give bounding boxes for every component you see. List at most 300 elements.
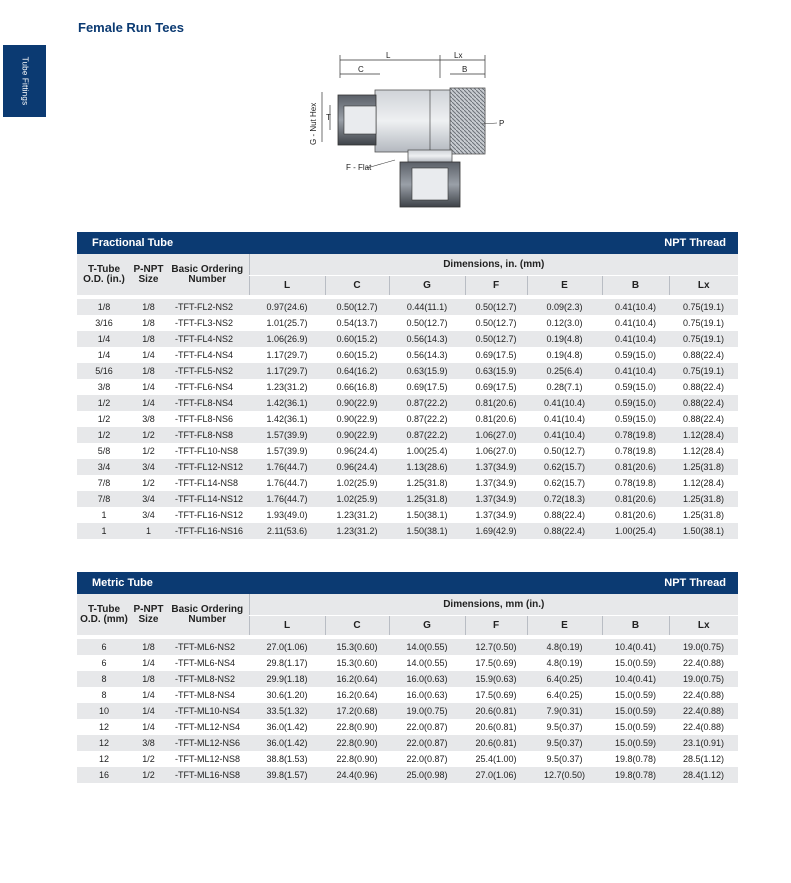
- table-cell: 12: [98, 722, 109, 732]
- table-cell: 1/2: [97, 430, 111, 440]
- table-cell: 0.90(22.9): [336, 398, 378, 408]
- table-cell: 0.25(6.4): [546, 366, 583, 376]
- table-cell: 0.75(19.1): [682, 318, 725, 328]
- table-cell: 16.0(0.63): [406, 690, 448, 700]
- table-cell: 22.8(0.90): [336, 738, 378, 748]
- table-cell: 0.41(10.4): [614, 334, 657, 344]
- table-cell: 0.41(10.4): [614, 302, 657, 312]
- table-cell: 0.81(20.6): [475, 398, 517, 408]
- table-cell: 1.50(38.1): [406, 526, 448, 536]
- table-cell: 1.12(28.4): [682, 430, 725, 440]
- table-cell: 28.5(1.12): [682, 754, 725, 764]
- table-cell: 20.6(0.81): [475, 738, 517, 748]
- page-title: Female Run Tees: [78, 20, 184, 35]
- table-cell: -TFT-FL4-NS2: [175, 334, 234, 344]
- table-cell: 15.0(0.59): [614, 738, 657, 748]
- table-cell: 1/4: [142, 706, 155, 716]
- table-cell: -TFT-FL16-NS16: [175, 526, 244, 536]
- table-cell: 0.88(22.4): [543, 526, 586, 536]
- table-cell: 1/2: [142, 478, 155, 488]
- col-header-B: B: [602, 276, 669, 296]
- table-row: [77, 639, 738, 655]
- table-cell: 10.4(0.41): [614, 674, 657, 684]
- table-cell: -TFT-ML10-NS4: [175, 706, 241, 716]
- table-cell: 15.3(0.60): [336, 642, 378, 652]
- table-row: [77, 299, 738, 315]
- table-cell: -TFT-FL14-NS12: [175, 494, 244, 504]
- table-cell: 1/2: [142, 770, 155, 780]
- table-cell: 1/2: [142, 754, 155, 764]
- col-header-basic: Basic Ordering Number: [171, 603, 244, 625]
- table-row: [77, 411, 738, 427]
- table-cell: 15.0(0.59): [614, 722, 657, 732]
- table-cell: 6.4(0.25): [546, 674, 583, 684]
- table-cell: 1.76(44.7): [266, 478, 308, 488]
- table-cell: 1.37(34.9): [475, 462, 517, 472]
- table-cell: 0.69(17.5): [475, 382, 517, 392]
- table-cell: 1.25(31.8): [682, 462, 725, 472]
- table-cell: 8: [101, 674, 107, 684]
- table-cell: 5/16: [95, 366, 113, 376]
- table-cell: 1.25(31.8): [682, 510, 725, 520]
- table-cell: 22.8(0.90): [336, 722, 378, 732]
- table-cell: 4.8(0.19): [546, 642, 583, 652]
- table-cell: 12: [98, 738, 109, 748]
- table-cell: 22.0(0.87): [406, 738, 448, 748]
- table-row: [77, 459, 738, 475]
- table-cell: 1.50(38.1): [406, 510, 448, 520]
- table-cell: 22.4(0.88): [682, 658, 725, 668]
- table-cell: 0.90(22.9): [336, 430, 378, 440]
- table-cell: 0.50(12.7): [336, 302, 378, 312]
- dim-label-B: B: [462, 65, 468, 74]
- fractional-band-title: Fractional Tube: [92, 237, 174, 249]
- fractional-band-thread: NPT Thread: [664, 237, 726, 249]
- table-cell: 1.02(25.9): [336, 478, 378, 488]
- table-cell: 19.8(0.78): [614, 754, 657, 764]
- table-cell: 1.93(49.0): [266, 510, 308, 520]
- table-cell: 10.4(0.41): [614, 642, 657, 652]
- side-tab-label: Tube Fittings: [20, 56, 29, 106]
- table-cell: -TFT-FL8-NS6: [175, 414, 234, 424]
- col-header-F: F: [465, 276, 527, 296]
- table-cell: 29.9(1.18): [266, 674, 308, 684]
- table-cell: 1/4: [97, 334, 111, 344]
- col-header-G: G: [389, 616, 465, 636]
- table-cell: -TFT-FL8-NS4: [175, 398, 234, 408]
- table-row: [77, 347, 738, 363]
- table-row: [77, 703, 738, 719]
- table-cell: 1.42(36.1): [266, 398, 308, 408]
- table-cell: 1/8: [142, 366, 155, 376]
- table-cell: 1/8: [97, 302, 111, 312]
- table-cell: 3/8: [97, 382, 111, 392]
- table-cell: 1.37(34.9): [475, 494, 517, 504]
- table-cell: 7.9(0.31): [546, 706, 583, 716]
- table-cell: 0.19(4.8): [546, 334, 583, 344]
- table-cell: -TFT-FL14-NS8: [175, 478, 239, 488]
- table-cell: 0.66(16.8): [336, 382, 378, 392]
- table-cell: 1.23(31.2): [266, 382, 308, 392]
- table-cell: 3/4: [142, 462, 155, 472]
- table-cell: 12.7(0.50): [543, 770, 586, 780]
- col-header-dimensions: Dimensions, in. (mm): [249, 254, 738, 276]
- table-cell: 19.8(0.78): [614, 770, 657, 780]
- table-cell: 6.4(0.25): [546, 690, 583, 700]
- table-cell: 1/2: [142, 446, 155, 456]
- table-cell: 1.50(38.1): [682, 526, 725, 536]
- table-cell: 0.59(15.0): [614, 350, 657, 360]
- table-cell: 0.88(22.4): [543, 510, 586, 520]
- table-cell: 0.63(15.9): [475, 366, 517, 376]
- table-cell: 0.44(11.1): [406, 302, 448, 312]
- table-cell: 2.11(53.6): [266, 526, 308, 536]
- table-cell: 19.0(0.75): [682, 674, 725, 684]
- table-cell: 15.0(0.59): [614, 658, 657, 668]
- table-cell: 0.50(12.7): [475, 318, 517, 328]
- table-row: [77, 507, 738, 523]
- table-cell: 1.00(25.4): [614, 526, 657, 536]
- col-header-ttube: T-Tube O.D. (mm): [80, 603, 128, 625]
- metric-band: [77, 572, 738, 594]
- col-header-E: E: [527, 616, 602, 636]
- table-cell: 0.75(19.1): [682, 366, 725, 376]
- dim-label-T: T: [326, 113, 331, 122]
- table-cell: 0.56(14.3): [406, 334, 448, 344]
- table-cell: 17.5(0.69): [475, 658, 517, 668]
- table-cell: 0.41(10.4): [614, 366, 657, 376]
- table-cell: 1.69(42.9): [475, 526, 517, 536]
- table-cell: 0.50(12.7): [475, 302, 517, 312]
- table-cell: -TFT-FL2-NS2: [175, 302, 234, 312]
- table-cell: 24.4(0.96): [336, 770, 378, 780]
- table-cell: 1.37(34.9): [475, 510, 517, 520]
- col-header-Lx: Lx: [669, 616, 738, 636]
- table-cell: 33.5(1.32): [266, 706, 308, 716]
- metric-grid: [77, 594, 738, 783]
- table-row: [77, 427, 738, 443]
- table-cell: 0.60(15.2): [336, 334, 378, 344]
- table-cell: 0.87(22.2): [406, 414, 448, 424]
- table-cell: 0.41(10.4): [543, 414, 586, 424]
- table-cell: -TFT-ML6-NS4: [175, 658, 236, 668]
- table-cell: 1.06(26.9): [266, 334, 308, 344]
- table-cell: 0.87(22.2): [406, 398, 448, 408]
- table-cell: 19.0(0.75): [406, 706, 448, 716]
- table-cell: 0.63(15.9): [406, 366, 448, 376]
- table-cell: -TFT-ML8-NS4: [175, 690, 236, 700]
- table-cell: 27.0(1.06): [266, 642, 308, 652]
- table-cell: 15.3(0.60): [336, 658, 378, 668]
- table-cell: 14.0(0.55): [406, 658, 448, 668]
- table-cell: 1/2: [97, 414, 111, 424]
- dim-label-C: C: [358, 65, 364, 74]
- table-cell: 0.90(22.9): [336, 414, 378, 424]
- table-cell: 22.0(0.87): [406, 754, 448, 764]
- table-cell: 1.02(25.9): [336, 494, 378, 504]
- table-cell: 0.78(19.8): [614, 446, 657, 456]
- table-cell: 1.12(28.4): [682, 478, 725, 488]
- table-row: [77, 363, 738, 379]
- table-cell: 3/4: [142, 510, 155, 520]
- table-cell: 1.17(29.7): [266, 366, 308, 376]
- col-header-pnpt: P-NPT Size: [133, 603, 164, 625]
- table-cell: 8: [101, 690, 107, 700]
- table-cell: 28.4(1.12): [682, 770, 725, 780]
- col-header-C: C: [325, 276, 389, 296]
- table-cell: 0.72(18.3): [543, 494, 586, 504]
- side-tab: [3, 45, 46, 117]
- table-cell: 1/8: [142, 674, 155, 684]
- table-cell: 1.57(39.9): [266, 430, 308, 440]
- table-cell: 1.76(44.7): [266, 462, 308, 472]
- table-cell: -TFT-FL16-NS12: [175, 510, 244, 520]
- table-cell: 0.64(16.2): [336, 366, 378, 376]
- table-cell: 6: [101, 658, 107, 668]
- table-cell: 1/4: [142, 658, 155, 668]
- table-cell: 12: [98, 754, 109, 764]
- table-cell: 0.81(20.6): [614, 462, 657, 472]
- table-cell: -TFT-ML12-NS4: [175, 722, 241, 732]
- dim-label-F: F - Flat: [346, 163, 372, 172]
- col-header-L: L: [249, 276, 325, 296]
- table-row: [77, 655, 738, 671]
- table-cell: 7/8: [97, 478, 111, 488]
- table-cell: 16.2(0.64): [336, 674, 378, 684]
- table-cell: 1/8: [142, 318, 155, 328]
- table-cell: 1: [101, 526, 107, 536]
- table-cell: 1/4: [142, 722, 155, 732]
- table-cell: 36.0(1.42): [266, 722, 308, 732]
- table-cell: 1/8: [142, 302, 155, 312]
- table-cell: 19.0(0.75): [682, 642, 725, 652]
- table-cell: 1.25(31.8): [682, 494, 725, 504]
- table-cell: 1/8: [142, 334, 155, 344]
- table-cell: -TFT-ML16-NS8: [175, 770, 241, 780]
- table-cell: 38.8(1.53): [266, 754, 308, 764]
- table-cell: 0.12(3.0): [546, 318, 583, 328]
- table-cell: 0.96(24.4): [336, 446, 378, 456]
- table-cell: 1.06(27.0): [475, 446, 517, 456]
- table-cell: 0.50(12.7): [475, 334, 517, 344]
- table-cell: 0.62(15.7): [543, 478, 586, 488]
- table-cell: 22.4(0.88): [682, 690, 725, 700]
- table-cell: -TFT-ML12-NS8: [175, 754, 241, 764]
- dim-label-G: G - Nut Hex: [309, 102, 318, 145]
- col-header-L: L: [249, 616, 325, 636]
- table-cell: 12.7(0.50): [475, 642, 517, 652]
- table-cell: 1.57(39.9): [266, 446, 308, 456]
- fractional-grid: [77, 254, 738, 539]
- table-cell: 1.17(29.7): [266, 350, 308, 360]
- table-cell: -TFT-ML6-NS2: [175, 642, 236, 652]
- table-cell: 15.9(0.63): [475, 674, 517, 684]
- table-cell: 0.78(19.8): [614, 430, 657, 440]
- table-row: [77, 767, 738, 783]
- table-cell: 1/4: [142, 382, 155, 392]
- table-row: [77, 331, 738, 347]
- table-cell: 0.88(22.4): [682, 398, 725, 408]
- table-cell: 1: [145, 526, 151, 536]
- fitting-diagram: [300, 50, 530, 215]
- table-cell: 1/4: [142, 690, 155, 700]
- table-cell: 0.96(24.4): [336, 462, 378, 472]
- table-cell: 16.2(0.64): [336, 690, 378, 700]
- table-cell: 3/16: [95, 318, 113, 328]
- table-cell: 0.59(15.0): [614, 382, 657, 392]
- table-cell: -TFT-FL3-NS2: [175, 318, 234, 328]
- table-cell: 1/4: [142, 350, 155, 360]
- table-cell: 0.59(15.0): [614, 398, 657, 408]
- table-cell: 0.88(22.4): [682, 382, 725, 392]
- table-cell: 22.4(0.88): [682, 722, 725, 732]
- table-cell: 23.1(0.91): [682, 738, 725, 748]
- table-cell: 14.0(0.55): [406, 642, 448, 652]
- table-cell: -TFT-ML12-NS6: [175, 738, 241, 748]
- table-row: [77, 491, 738, 507]
- metric-table: [77, 572, 738, 783]
- table-cell: 1/4: [142, 398, 155, 408]
- table-cell: 0.81(20.6): [614, 494, 657, 504]
- table-cell: 0.41(10.4): [543, 430, 586, 440]
- table-cell: 0.19(4.8): [546, 350, 583, 360]
- dim-label-Lx: Lx: [454, 51, 463, 60]
- col-header-G: G: [389, 276, 465, 296]
- table-cell: 17.2(0.68): [336, 706, 378, 716]
- table-cell: 22.8(0.90): [336, 754, 378, 764]
- table-cell: 1.37(34.9): [475, 478, 517, 488]
- table-cell: 0.62(15.7): [543, 462, 586, 472]
- table-cell: 9.5(0.37): [546, 738, 583, 748]
- table-cell: 1.23(31.2): [336, 510, 378, 520]
- table-cell: 22.0(0.87): [406, 722, 448, 732]
- table-cell: 16.0(0.63): [406, 674, 448, 684]
- table-cell: 1.12(28.4): [682, 446, 725, 456]
- table-row: [77, 751, 738, 767]
- table-cell: 0.97(24.6): [266, 302, 308, 312]
- table-cell: 20.6(0.81): [475, 722, 517, 732]
- metric-band-title: Metric Tube: [92, 577, 153, 589]
- table-cell: 1.76(44.7): [266, 494, 308, 504]
- table-cell: 10: [98, 706, 109, 716]
- table-cell: -TFT-FL12-NS12: [175, 462, 244, 472]
- table-cell: 15.0(0.59): [614, 690, 657, 700]
- table-cell: 25.0(0.98): [406, 770, 448, 780]
- table-cell: 0.50(12.7): [406, 318, 448, 328]
- fractional-table: [77, 232, 738, 539]
- table-cell: 1.01(25.7): [266, 318, 308, 328]
- table-cell: -TFT-FL6-NS4: [175, 382, 234, 392]
- table-cell: 0.56(14.3): [406, 350, 448, 360]
- table-cell: 0.60(15.2): [336, 350, 378, 360]
- table-cell: 9.5(0.37): [546, 722, 583, 732]
- col-header-E: E: [527, 276, 602, 296]
- fractional-band: [77, 232, 738, 254]
- table-cell: 16: [98, 770, 109, 780]
- table-cell: 15.0(0.59): [614, 706, 657, 716]
- table-cell: 0.69(17.5): [475, 350, 517, 360]
- table-cell: 3/8: [142, 414, 155, 424]
- table-cell: 20.6(0.81): [475, 706, 517, 716]
- col-header-C: C: [325, 616, 389, 636]
- table-cell: 1/2: [142, 430, 155, 440]
- table-cell: -TFT-FL5-NS2: [175, 366, 234, 376]
- table-row: [77, 379, 738, 395]
- table-cell: 25.4(1.00): [475, 754, 517, 764]
- col-header-pnpt: P-NPT Size: [133, 263, 164, 285]
- table-cell: 22.4(0.88): [682, 706, 725, 716]
- fractional-rows: [77, 295, 738, 539]
- col-header-dimensions: Dimensions, mm (in.): [249, 594, 738, 616]
- table-cell: 0.28(7.1): [546, 382, 583, 392]
- table-cell: 1.25(31.8): [406, 478, 448, 488]
- col-header-ttube: T-Tube O.D. (in.): [83, 263, 125, 285]
- table-cell: 30.6(1.20): [266, 690, 308, 700]
- table-cell: 0.59(15.0): [614, 414, 657, 424]
- table-cell: 0.78(19.8): [614, 478, 657, 488]
- table-cell: 1.42(36.1): [266, 414, 308, 424]
- table-cell: 1.23(31.2): [336, 526, 378, 536]
- table-cell: 0.09(2.3): [546, 302, 583, 312]
- table-cell: 0.50(12.7): [543, 446, 586, 456]
- table-cell: 1.25(31.8): [406, 494, 448, 504]
- table-cell: 1.06(27.0): [475, 430, 517, 440]
- table-cell: 6: [101, 642, 107, 652]
- table-cell: 1.00(25.4): [406, 446, 448, 456]
- table-cell: 1/2: [97, 398, 111, 408]
- table-cell: 5/8: [97, 446, 111, 456]
- table-cell: 1: [101, 510, 107, 520]
- table-cell: 4.8(0.19): [546, 658, 583, 668]
- table-row: [77, 671, 738, 687]
- table-cell: 0.81(20.6): [614, 510, 657, 520]
- col-header-B: B: [602, 616, 669, 636]
- table-row: [77, 395, 738, 411]
- table-cell: 0.75(19.1): [682, 334, 725, 344]
- table-cell: 0.87(22.2): [406, 430, 448, 440]
- table-cell: -TFT-FL8-NS8: [175, 430, 234, 440]
- table-cell: 36.0(1.42): [266, 738, 308, 748]
- table-cell: -TFT-FL4-NS4: [175, 350, 234, 360]
- table-cell: 1/4: [97, 350, 111, 360]
- table-cell: 17.5(0.69): [475, 690, 517, 700]
- table-cell: 39.8(1.57): [266, 770, 308, 780]
- table-cell: 29.8(1.17): [266, 658, 308, 668]
- table-row: [77, 475, 738, 491]
- table-row: [77, 443, 738, 459]
- table-row: [77, 735, 738, 751]
- table-cell: 27.0(1.06): [475, 770, 517, 780]
- table-cell: 0.81(20.6): [475, 414, 517, 424]
- metric-band-thread: NPT Thread: [664, 577, 726, 589]
- table-cell: 9.5(0.37): [546, 754, 583, 764]
- table-cell: 3/4: [142, 494, 155, 504]
- table-cell: 0.88(22.4): [682, 414, 725, 424]
- dim-label-L: L: [386, 51, 391, 60]
- table-cell: 7/8: [97, 494, 111, 504]
- table-row: [77, 687, 738, 703]
- table-cell: 0.41(10.4): [614, 318, 657, 328]
- table-row: [77, 315, 738, 331]
- table-row: [77, 719, 738, 735]
- col-header-F: F: [465, 616, 527, 636]
- table-cell: 3/8: [142, 738, 155, 748]
- col-header-Lx: Lx: [669, 276, 738, 296]
- col-header-basic: Basic Ordering Number: [171, 263, 244, 285]
- table-cell: 0.88(22.4): [682, 350, 725, 360]
- table-row: [77, 523, 738, 539]
- dim-label-P: P: [499, 119, 505, 128]
